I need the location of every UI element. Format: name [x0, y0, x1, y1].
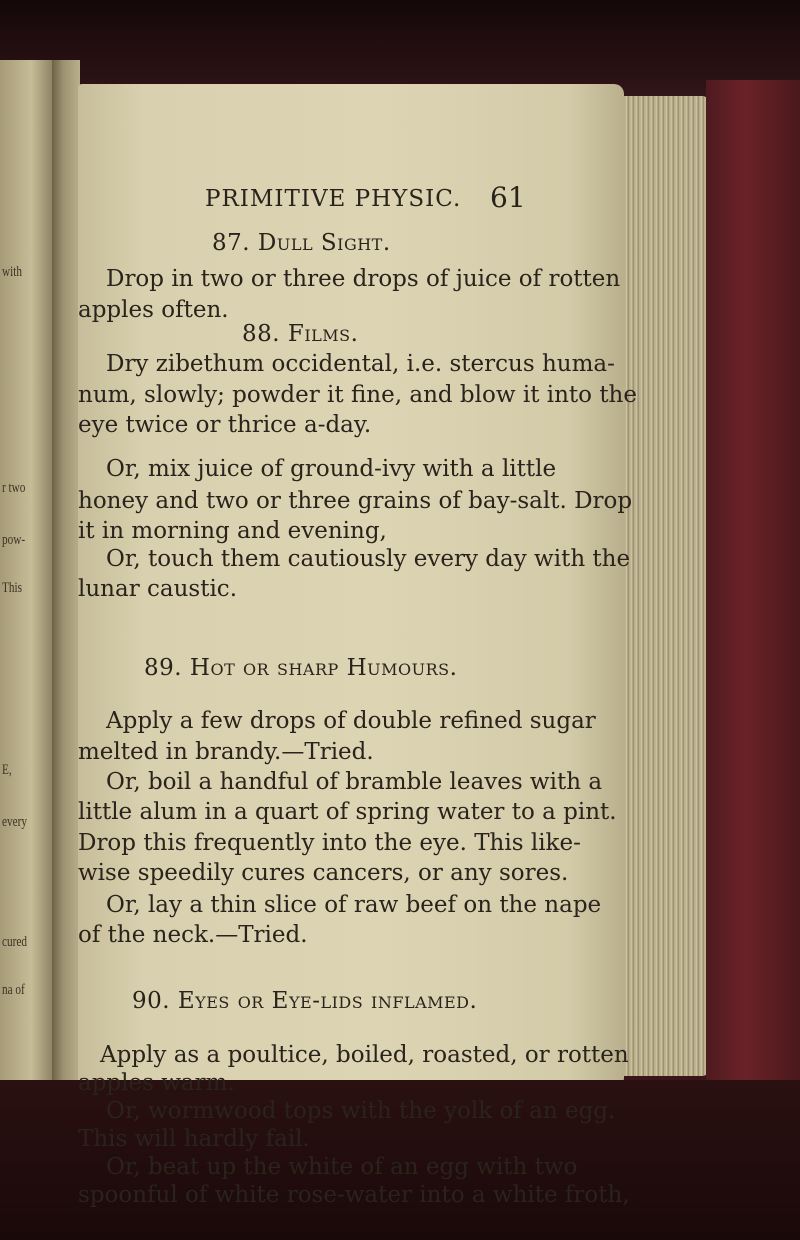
body-line: apples often. — [78, 297, 229, 323]
body-line: Apply a few drops of double refined sugar — [106, 708, 596, 734]
body-line: spoonful of white rose-water into a white froth, — [78, 1182, 630, 1208]
section-title: 87. Dull Sight. — [212, 230, 391, 256]
prev-page-word: na of — [2, 982, 25, 998]
body-line: it in morning and evening, — [78, 518, 387, 544]
section-title: 88. Films. — [242, 321, 359, 347]
prev-page-word: cured — [2, 934, 27, 950]
book-cover — [706, 80, 800, 1090]
section-title: 90. Eyes or Eye-lids inflamed. — [132, 988, 478, 1014]
body-line: Or, mix juice of ground-ivy with a little — [106, 456, 557, 482]
prev-page-word: pow- — [2, 532, 26, 548]
body-line: little alum in a quart of spring water to a pint. — [78, 799, 617, 825]
prev-page-word: every — [2, 814, 27, 830]
body-line: num, slowly; powder it fine, and blow it into the — [78, 382, 637, 408]
body-line: honey and two or three grains of bay-salt. Drop — [78, 488, 633, 514]
body-line: wise speedily cures cancers, or any sores. — [78, 860, 569, 886]
body-line: Or, touch them cautiously every day with the — [106, 546, 631, 572]
prev-page-word: E, — [2, 762, 12, 778]
section-title: 89. Hot or sharp Humours. — [144, 655, 458, 681]
page-edges — [620, 96, 710, 1076]
page-number: 61 — [490, 181, 526, 214]
body-line: Drop this frequently into the eye. This like- — [78, 830, 581, 856]
body-line: lunar caustic. — [78, 576, 238, 602]
body-line: Apply as a poultice, boiled, roasted, or rotten — [100, 1042, 629, 1068]
prev-page-word: This — [2, 580, 23, 596]
body-line: This will hardly fail. — [78, 1126, 310, 1152]
body-line: Dry zibethum occidental, i.e. stercus huma- — [106, 351, 615, 377]
body-line: Or, beat up the white of an egg with two — [106, 1154, 578, 1180]
body-line: melted in brandy.—Tried. — [78, 739, 374, 765]
previous-page-edge — [0, 60, 52, 1100]
body-line: eye twice or thrice a-day. — [78, 412, 372, 438]
body-line: Drop in two or three drops of juice of rotten — [106, 266, 621, 292]
running-title: PRIMITIVE PHYSIC. — [205, 186, 462, 212]
body-line: apples warm. — [78, 1070, 235, 1096]
book-gutter — [52, 60, 80, 1100]
body-line: Or, lay a thin slice of raw beef on the nape — [106, 892, 602, 918]
prev-page-word: r two — [2, 480, 26, 496]
prev-page-word: with — [2, 264, 23, 280]
body-line: of the neck.—Tried. — [78, 922, 308, 948]
body-line: Or, wormwood tops with the yolk of an egg. — [106, 1098, 616, 1124]
body-line: Or, boil a handful of bramble leaves with a — [106, 769, 603, 795]
